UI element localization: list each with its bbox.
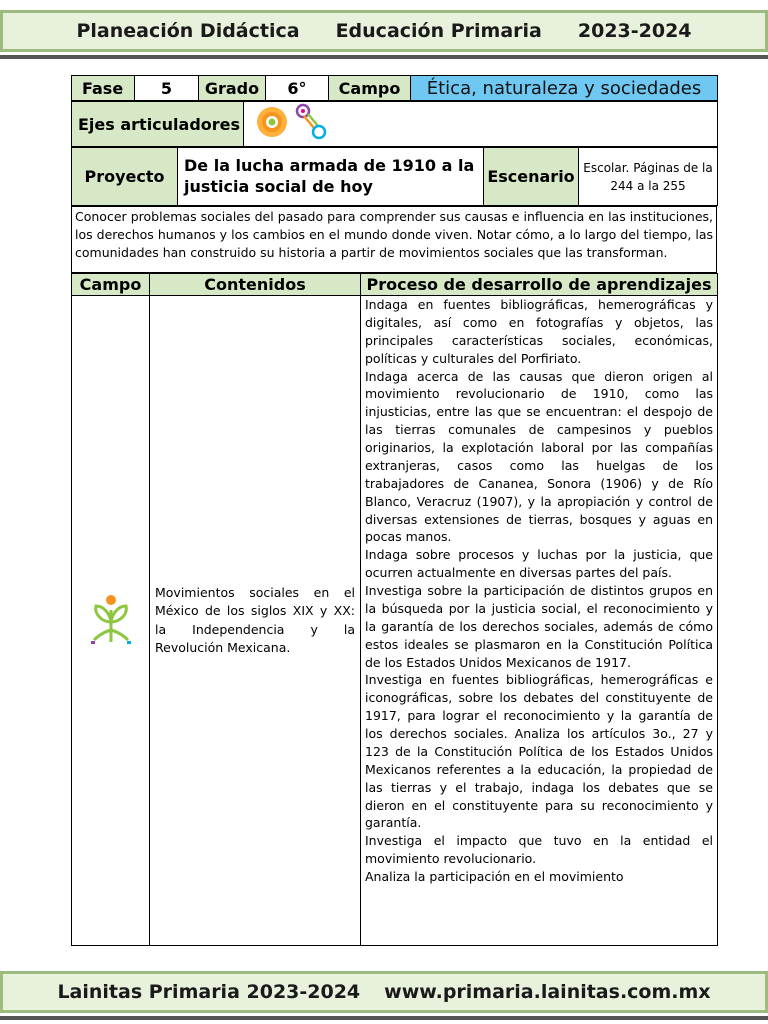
campo-etica-naturaleza-icon [88, 592, 134, 646]
campo-cell [72, 296, 150, 946]
header-banner [0, 10, 768, 52]
grado-value: 6° [266, 76, 329, 101]
proyecto-label: Proyecto [72, 148, 178, 206]
col-proceso-header: Proceso de desarrollo de aprendizajes [361, 274, 718, 296]
ejes-label: Ejes articuladores [72, 102, 244, 147]
contenido-cell: Movimientos sociales en el México de los siglos XIX y XX: la Independencia y la Revolución Mexicana. [150, 296, 361, 946]
intro-table [71, 206, 717, 273]
header-title: Planeación Didáctica [76, 20, 300, 42]
footer-brand: Lainitas Primaria 2023-2024 [57, 981, 361, 1003]
proceso-item: Investiga en fuentes bibliográficas, hemerográficas e iconográficas, sobre los debates del constituyente de 1917, para lograr el reconocimiento y la garantía de los derechos sociales. Analiza los artículos 3o., 27 y 123 de la Constitución Política de los Estados Unidos Mexicanos referentes a la educación, la propiedad de las tierras y el trabajo, indaga los debates que se dieron en el constituyente para su reconocimiento y garantía. [365, 672, 713, 831]
footer-shadow [0, 1016, 768, 1020]
proceso-item: Analiza la participación en el movimiento [365, 869, 624, 884]
col-campo-header: Campo [72, 274, 150, 296]
escenario-label: Escenario [484, 148, 579, 206]
proceso-item: Indaga sobre procesos y luchas por la justicia, que ocurren actualmente en diversas partes del país. [365, 547, 713, 581]
proceso-item: Investiga el impacto que tuvo en la entidad el movimiento revolucionario. [365, 833, 713, 867]
footer-url[interactable]: www.primaria.lainitas.com.mx [384, 981, 711, 1003]
grado-label: Grado [199, 76, 266, 101]
proceso-item: Investiga sobre la participación de distintos grupos en la búsqueda por la justicia social, el reconocimiento y la garantía de los derechos sociales, además de cómo estos ideales se plasmaron en la Constitución Política de los Estados Unidos Mexicanos de 1917. [365, 583, 713, 670]
campo-label: Campo [329, 76, 411, 101]
fase-value: 5 [135, 76, 199, 101]
intro-text: Conocer problemas sociales del pasado para comprender sus causas e influencia en las instituciones, los derechos humanos y los cambios en el mundo donde viven. Notar cómo, a lo largo del tiempo, las comunidades han construido su historia a partir de movimientos sociales que las transforman. [72, 207, 717, 273]
proyecto-table [71, 147, 718, 206]
ejes-interculturalidad-icon [252, 102, 332, 142]
proceso-item: Indaga en fuentes bibliográficas, hemerográficas y digitales, así como en fotografías y objetos, las principales características sociales, económicas, políticas y culturales del Porfiriato. [365, 297, 713, 366]
ejes-icons [244, 102, 718, 147]
proceso-cell [361, 296, 718, 946]
planning-sheet [71, 75, 717, 946]
ejes-table [71, 101, 718, 147]
content-table [71, 273, 718, 946]
escenario-value: Escolar. Páginas de la 244 a la 255 [579, 148, 718, 206]
campo-value: Ética, naturaleza y sociedades [411, 76, 718, 101]
header-shadow [0, 55, 768, 59]
header-year: 2023-2024 [577, 20, 692, 42]
col-contenidos-header: Contenidos [150, 274, 361, 296]
info-table [71, 75, 718, 101]
footer-banner [0, 971, 768, 1013]
header-level: Educación Primaria [335, 20, 542, 42]
ejes-pensamiento-critico-icon [297, 105, 325, 138]
proceso-item: Indaga acerca de las causas que dieron origen al movimiento revolucionario de 1910, como las injusticias, entre las que se encuentran: el despojo de las tierras comunales de campesinos y pueblos originarios, la explotación laboral por las compañías extranjeras, casos como las huelgas de los trabajadores de Cananea, Sonora (1906) y de Río Blanco, Veracruz (1907), y la apropiación y control de diversas extensiones de tierras, bosques y aguas en pocas manos. [365, 368, 713, 545]
fase-label: Fase [72, 76, 135, 101]
proyecto-title: De la lucha armada de 1910 a la justicia social de hoy [178, 148, 484, 206]
